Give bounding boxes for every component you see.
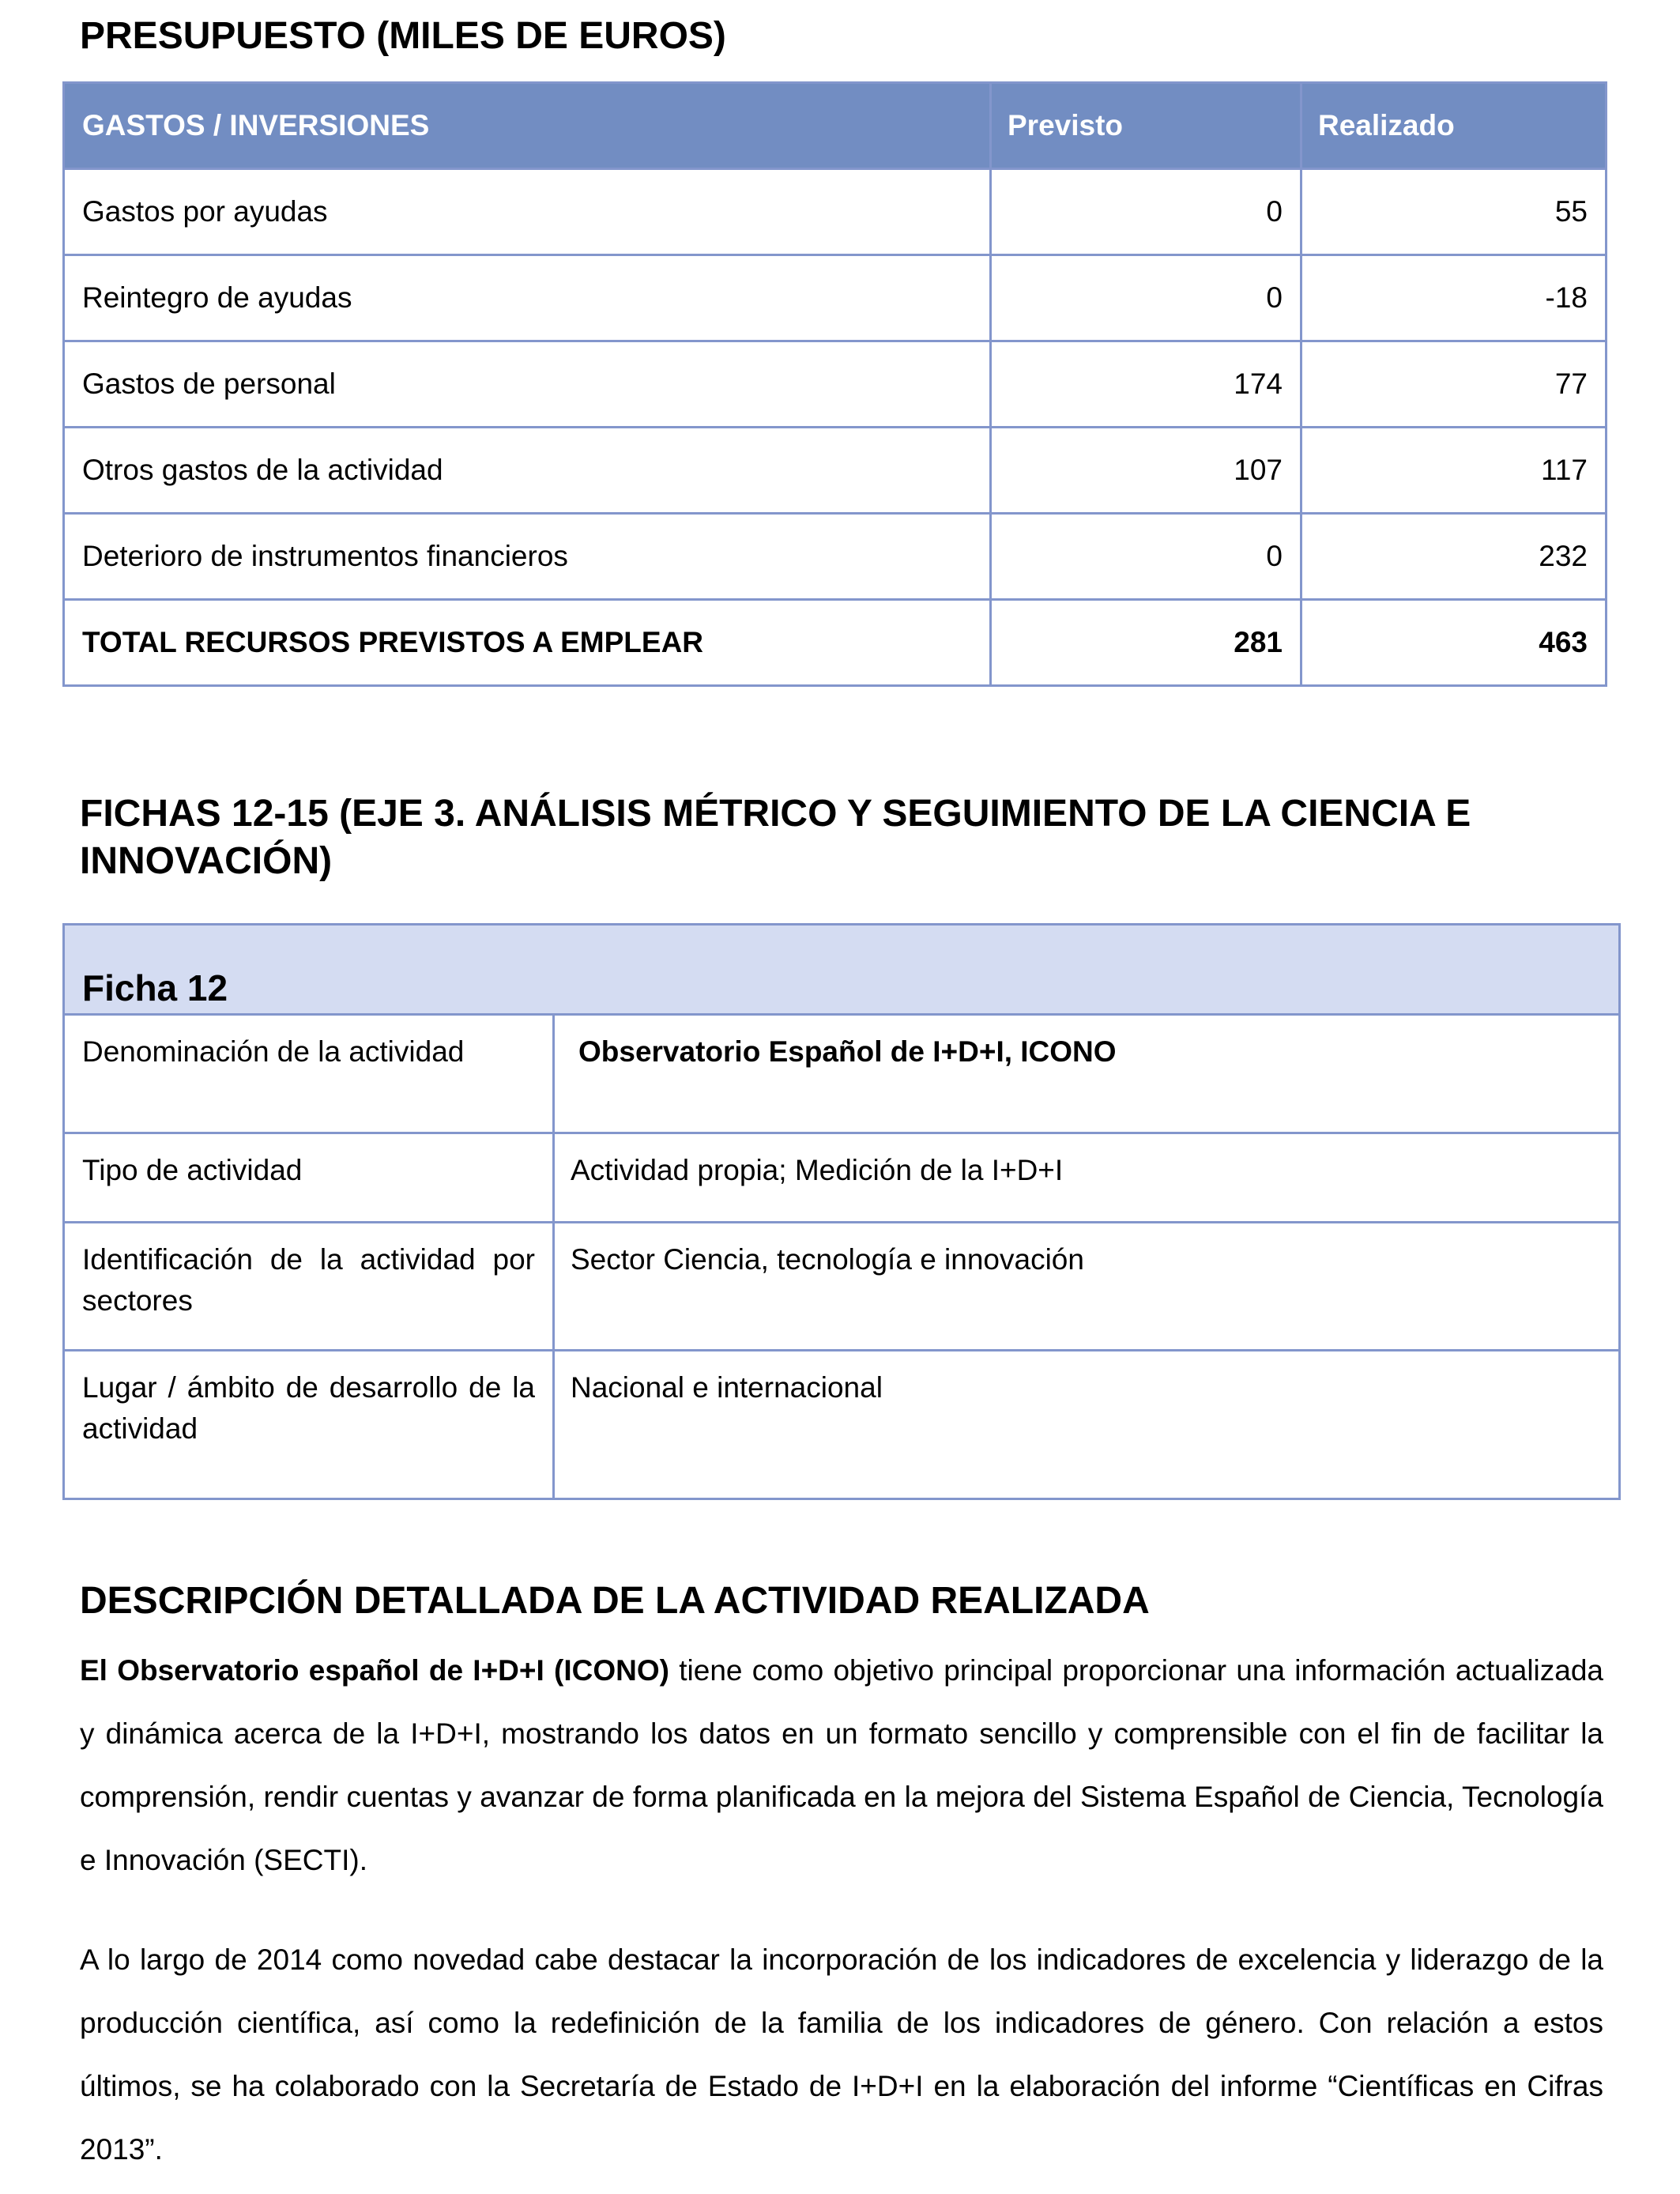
header-realizado: Realizado bbox=[1301, 83, 1607, 169]
total-realizado: 463 bbox=[1301, 600, 1607, 686]
table-row bbox=[64, 1133, 1620, 1223]
table-row bbox=[64, 1015, 1620, 1133]
table-row bbox=[64, 514, 1607, 600]
table-row bbox=[64, 1223, 1620, 1351]
row-label: Otros gastos de la actividad bbox=[64, 428, 991, 514]
total-previsto: 281 bbox=[991, 600, 1301, 686]
budget-title: PRESUPUESTO (MILES DE EUROS) bbox=[80, 15, 726, 57]
budget-header-row bbox=[64, 83, 1607, 169]
ficha-label: Denominación de la actividad bbox=[64, 1015, 554, 1133]
row-label: Gastos por ayudas bbox=[64, 169, 991, 255]
table-row bbox=[64, 1351, 1620, 1499]
row-label: Gastos de personal bbox=[64, 341, 991, 428]
table-row bbox=[64, 255, 1607, 341]
description-paragraph-2: A lo largo de 2014 como novedad cabe destacar la incorporación de los indicadores de excelencia y liderazgo de la producción científica, así como la redefinición de la familia de los indicadores de género. Con relación a estos últimos, se ha colaborado con la Secretaría de Estado de I+D+I en la elaboración del informe “Científicas en Cifras 2013”. bbox=[80, 1943, 1603, 2166]
row-realizado: 77 bbox=[1301, 341, 1607, 428]
ficha-title-row bbox=[64, 925, 1620, 1015]
ficha-value: Observatorio Español de I+D+I, ICONO bbox=[554, 1015, 1620, 1133]
row-realizado: 117 bbox=[1301, 428, 1607, 514]
row-previsto: 0 bbox=[991, 514, 1301, 600]
ficha-value: Sector Ciencia, tecnología e innovación bbox=[554, 1223, 1620, 1351]
row-label: Deterioro de instrumentos financieros bbox=[64, 514, 991, 600]
description-paragraph-1 bbox=[80, 1639, 1603, 1892]
table-row bbox=[64, 341, 1607, 428]
row-label: Reintegro de ayudas bbox=[64, 255, 991, 341]
row-realizado: 55 bbox=[1301, 169, 1607, 255]
header-gastos: GASTOS / INVERSIONES bbox=[64, 83, 991, 169]
fichas-title: FICHAS 12-15 (EJE 3. ANÁLISIS MÉTRICO Y SEGUIMIENTO DE LA CIENCIA E INNOVACIÓN) bbox=[80, 793, 1471, 882]
row-previsto: 0 bbox=[991, 169, 1301, 255]
total-row bbox=[64, 600, 1607, 686]
ficha-table bbox=[62, 923, 1621, 1500]
row-previsto: 107 bbox=[991, 428, 1301, 514]
description-bold-lead: El Observatorio español de I+D+I (ICONO) bbox=[80, 1654, 669, 1687]
total-label: TOTAL RECURSOS PREVISTOS A EMPLEAR bbox=[64, 600, 991, 686]
table-row bbox=[64, 428, 1607, 514]
ficha-value: Actividad propia; Medición de la I+D+I bbox=[554, 1133, 1620, 1223]
row-realizado: -18 bbox=[1301, 255, 1607, 341]
row-previsto: 0 bbox=[991, 255, 1301, 341]
row-realizado: 232 bbox=[1301, 514, 1607, 600]
ficha-title: Ficha 12 bbox=[64, 925, 1620, 1015]
ficha-label: Identificación de la actividad por sectores bbox=[64, 1223, 554, 1351]
ficha-label: Lugar / ámbito de desarrollo de la actividad bbox=[64, 1351, 554, 1499]
description-text: tiene como objetivo principal proporcionar una información actualizada y dinámica acerca de la I+D+I, mostrando los datos en un formato sencillo y comprensible con el fin de facilitar la comprensión, rendir cuentas y avanzar de forma planificada en la mejora del Sistema Español de Ciencia, Tecnología e Innovación (SECTI). bbox=[80, 1654, 1604, 1876]
budget-table bbox=[62, 81, 1607, 687]
header-previsto: Previsto bbox=[991, 83, 1301, 169]
table-row bbox=[64, 169, 1607, 255]
ficha-label: Tipo de actividad bbox=[64, 1133, 554, 1223]
row-previsto: 174 bbox=[991, 341, 1301, 428]
ficha-value: Nacional e internacional bbox=[554, 1351, 1620, 1499]
description-title: DESCRIPCIÓN DETALLADA DE LA ACTIVIDAD REALIZADA bbox=[80, 1580, 1150, 1622]
